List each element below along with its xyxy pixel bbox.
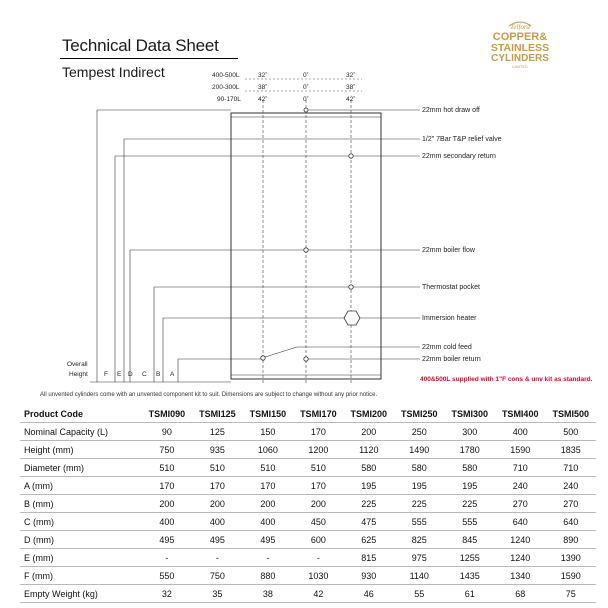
table-cell: 400 bbox=[142, 513, 192, 531]
offset-range: 400-500L bbox=[212, 72, 240, 79]
red-note: 400&500L supplied with 1"F cons & unv kit as standard. bbox=[420, 376, 593, 383]
height-letter: E bbox=[117, 371, 122, 378]
table-cell: 640 bbox=[495, 513, 545, 531]
table-cell: 270 bbox=[545, 495, 596, 513]
callout-hot-draw-off: 22mm hot draw off bbox=[422, 107, 480, 114]
model-header: TSMI400 bbox=[501, 408, 539, 419]
table-cell: 580 bbox=[344, 459, 394, 477]
table-cell: 750 bbox=[142, 441, 192, 459]
cylinder-diagram bbox=[0, 70, 608, 390]
table-cell: 1030 bbox=[293, 567, 343, 585]
offset-range: 90-170L bbox=[217, 96, 241, 103]
table-cell: 845 bbox=[445, 531, 495, 549]
model-header: TSMI500 bbox=[552, 408, 589, 419]
table-cell: 555 bbox=[394, 513, 444, 531]
table-cell: 935 bbox=[192, 441, 242, 459]
title-underline bbox=[60, 58, 238, 59]
offset-range: 200-300L bbox=[212, 84, 240, 91]
table-cell: 710 bbox=[545, 459, 596, 477]
table-cell: 1340 bbox=[495, 567, 545, 585]
table-cell: 42 bbox=[293, 585, 343, 603]
table-cell: 880 bbox=[243, 567, 293, 585]
table-cell: 225 bbox=[445, 495, 495, 513]
table-cell: 1835 bbox=[545, 441, 596, 459]
offset-mid: 0˚ bbox=[303, 72, 309, 79]
table-cell: 1140 bbox=[394, 567, 444, 585]
table-cell: 35 bbox=[192, 585, 242, 603]
row-label: D (mm) bbox=[20, 531, 142, 549]
height-letter: F bbox=[104, 371, 108, 378]
table-cell: 200 bbox=[243, 495, 293, 513]
table-cell: 550 bbox=[142, 567, 192, 585]
table-cell: 225 bbox=[344, 495, 394, 513]
table-cell: 90 bbox=[142, 423, 192, 441]
table-cell: 170 bbox=[293, 423, 343, 441]
table-cell: 75 bbox=[545, 585, 596, 603]
table-cell: 450 bbox=[293, 513, 343, 531]
table-cell: 825 bbox=[394, 531, 444, 549]
table-cell: 495 bbox=[243, 531, 293, 549]
table-cell: 200 bbox=[142, 495, 192, 513]
table-cell: 1590 bbox=[495, 441, 545, 459]
table-row bbox=[20, 585, 596, 603]
model-header: TSMI250 bbox=[401, 408, 438, 419]
row-label: E (mm) bbox=[20, 549, 142, 567]
height-letter: D bbox=[128, 371, 133, 378]
model-header: TSMI150 bbox=[249, 408, 287, 419]
offset-left: 32˚ bbox=[258, 72, 268, 79]
table-cell: 1240 bbox=[495, 549, 545, 567]
table-cell: 32 bbox=[142, 585, 192, 603]
table-cell: 710 bbox=[495, 459, 545, 477]
table-cell: 195 bbox=[445, 477, 495, 495]
product-code-header: Product Code bbox=[24, 408, 84, 419]
table-cell: 195 bbox=[344, 477, 394, 495]
table-cell: 1590 bbox=[545, 567, 596, 585]
table-cell: 195 bbox=[394, 477, 444, 495]
thermostat-pocket-port bbox=[349, 285, 353, 289]
table-cell: 1120 bbox=[344, 441, 394, 459]
row-label: A (mm) bbox=[20, 477, 142, 495]
table-cell: 300 bbox=[445, 423, 495, 441]
table-cell: 640 bbox=[545, 513, 596, 531]
table-cell: 1200 bbox=[293, 441, 343, 459]
row-label: C (mm) bbox=[20, 513, 142, 531]
table-cell: 555 bbox=[445, 513, 495, 531]
page-subtitle: Tempest Indirect bbox=[62, 64, 165, 80]
table-cell: 815 bbox=[344, 549, 394, 567]
table-cell: 625 bbox=[344, 531, 394, 549]
table-row bbox=[20, 549, 596, 567]
callout-immersion-heater: Immersion heater bbox=[422, 315, 477, 322]
logo-line-5: LIMITED bbox=[512, 64, 528, 69]
table-row bbox=[20, 441, 596, 459]
table-cell: 890 bbox=[545, 531, 596, 549]
table-cell: 46 bbox=[344, 585, 394, 603]
leader-line bbox=[265, 347, 420, 357]
callout-cold-feed: 22mm cold feed bbox=[422, 344, 472, 351]
table-cell: 400 bbox=[495, 423, 545, 441]
callout-secondary-return: 22mm secondary return bbox=[422, 153, 496, 160]
table-cell: 400 bbox=[243, 513, 293, 531]
offset-left: 42˚ bbox=[258, 96, 268, 103]
row-label: F (mm) bbox=[20, 567, 142, 585]
callout-boiler-return: 22mm boiler return bbox=[422, 356, 481, 363]
table-cell: 1060 bbox=[243, 441, 293, 459]
overall-height-label: Height bbox=[69, 371, 88, 378]
table-cell: 150 bbox=[243, 423, 293, 441]
model-header: TSMI170 bbox=[300, 408, 337, 419]
table-cell: 1240 bbox=[495, 531, 545, 549]
table-cell: 1780 bbox=[445, 441, 495, 459]
offset-right: 32˚ bbox=[346, 72, 356, 79]
table-row bbox=[20, 459, 596, 477]
offset-left: 38˚ bbox=[258, 84, 268, 91]
table-row bbox=[20, 567, 596, 585]
table-cell: 500 bbox=[545, 423, 596, 441]
table-cell: 270 bbox=[495, 495, 545, 513]
callout-boiler-flow: 22mm boiler flow bbox=[422, 247, 475, 254]
table-row bbox=[20, 531, 596, 549]
row-label: Diameter (mm) bbox=[20, 459, 142, 477]
page-title: Technical Data Sheet bbox=[62, 36, 219, 55]
row-label: Height (mm) bbox=[20, 441, 142, 459]
table-cell: 200 bbox=[192, 495, 242, 513]
model-header: TSMI125 bbox=[199, 408, 236, 419]
model-header: TSMI200 bbox=[350, 408, 388, 419]
table-cell: 600 bbox=[293, 531, 343, 549]
spec-table-body bbox=[20, 423, 596, 603]
table-cell: 495 bbox=[192, 531, 242, 549]
secondary-return-port bbox=[349, 154, 353, 158]
table-cell: 510 bbox=[192, 459, 242, 477]
model-header: TSMI090 bbox=[148, 408, 186, 419]
table-header-row bbox=[20, 405, 596, 423]
offset-mid: 0˚ bbox=[303, 84, 309, 91]
table-cell: - bbox=[243, 549, 293, 567]
logo-line-2: COPPER& bbox=[492, 31, 548, 43]
table-cell: 1390 bbox=[545, 549, 596, 567]
row-label: Empty Weight (kg) bbox=[20, 585, 142, 603]
table-cell: 38 bbox=[243, 585, 293, 603]
table-cell: 750 bbox=[192, 567, 242, 585]
model-header: TSMI300 bbox=[451, 408, 488, 419]
table-cell: 580 bbox=[394, 459, 444, 477]
table-cell: 1435 bbox=[445, 567, 495, 585]
table-cell: 475 bbox=[344, 513, 394, 531]
table-cell: 1490 bbox=[394, 441, 444, 459]
table-cell: - bbox=[192, 549, 242, 567]
table-cell: 240 bbox=[545, 477, 596, 495]
disclaimer-note: All unvented cylinders come with an unvented component kit to suit. Dimensions are subject to change without any prior notice. bbox=[40, 392, 378, 398]
table-cell: 125 bbox=[192, 423, 242, 441]
table-cell: 170 bbox=[192, 477, 242, 495]
logo-line-3: STAINLESS bbox=[491, 42, 549, 54]
table-row bbox=[20, 495, 596, 513]
table-cell: 930 bbox=[344, 567, 394, 585]
immersion-heater-boss bbox=[344, 311, 360, 325]
table-cell: 240 bbox=[495, 477, 545, 495]
table-row bbox=[20, 513, 596, 531]
table-cell: 225 bbox=[394, 495, 444, 513]
table-cell: 200 bbox=[293, 495, 343, 513]
boiler-return-port bbox=[304, 357, 308, 361]
offset-right: 42˚ bbox=[346, 96, 356, 103]
logo-line-1: Telford bbox=[510, 23, 530, 31]
table-cell: 200 bbox=[344, 423, 394, 441]
table-cell: 68 bbox=[495, 585, 545, 603]
table-cell: 495 bbox=[142, 531, 192, 549]
table-cell: 510 bbox=[142, 459, 192, 477]
table-cell: 170 bbox=[142, 477, 192, 495]
table-cell: 975 bbox=[394, 549, 444, 567]
height-letter: A bbox=[170, 371, 175, 378]
table-cell: 250 bbox=[394, 423, 444, 441]
table-row bbox=[20, 477, 596, 495]
callout-thermostat-pocket: Thermostat pocket bbox=[422, 284, 480, 291]
table-cell: 580 bbox=[445, 459, 495, 477]
cold-feed-port bbox=[261, 356, 265, 360]
table-cell: 1255 bbox=[445, 549, 495, 567]
overall-height-label: Overall bbox=[67, 361, 88, 368]
table-cell: 170 bbox=[243, 477, 293, 495]
table-cell: 61 bbox=[445, 585, 495, 603]
offset-mid: 0˚ bbox=[303, 96, 309, 103]
table-cell: 510 bbox=[293, 459, 343, 477]
row-label: Nominal Capacity (L) bbox=[20, 423, 142, 441]
table-cell: 400 bbox=[192, 513, 242, 531]
row-label: B (mm) bbox=[20, 495, 142, 513]
offset-right: 38˚ bbox=[346, 84, 356, 91]
table-cell: 55 bbox=[394, 585, 444, 603]
table-cell: - bbox=[142, 549, 192, 567]
hot-draw-off-port bbox=[304, 108, 308, 112]
table-cell: - bbox=[293, 549, 343, 567]
spec-table bbox=[20, 405, 596, 603]
height-letter: B bbox=[156, 371, 161, 378]
table-cell: 510 bbox=[243, 459, 293, 477]
boiler-flow-port bbox=[304, 248, 308, 252]
logo-line-4: CYLINDERS bbox=[491, 53, 549, 64]
height-letter: C bbox=[142, 371, 147, 378]
callout-relief-valve: 1/2" 7Bar T&P relief valve bbox=[422, 136, 502, 143]
table-row bbox=[20, 423, 596, 441]
table-cell: 170 bbox=[293, 477, 343, 495]
company-logo bbox=[491, 18, 549, 76]
